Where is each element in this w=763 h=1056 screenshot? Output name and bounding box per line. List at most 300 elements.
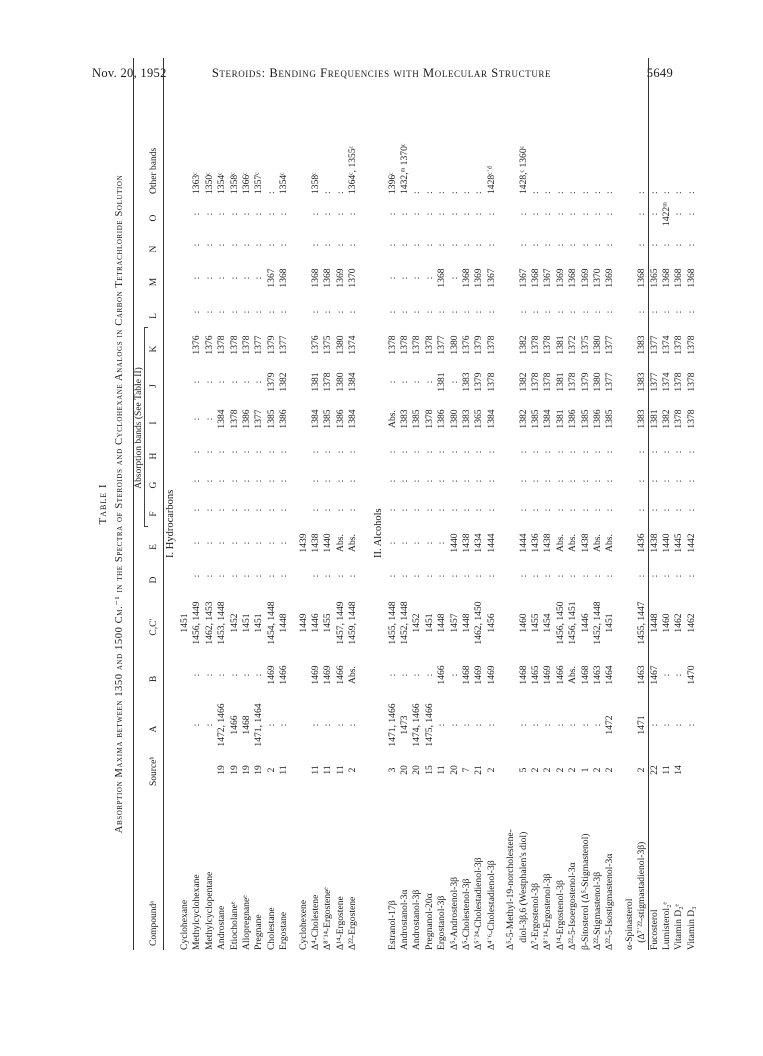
col-header-cc: C,C′: [149, 618, 159, 636]
col-header-other: Other bands: [149, 147, 159, 194]
cell-k: 1378: [386, 335, 398, 355]
cell-d: :: [579, 574, 591, 578]
cell-oth: :: [322, 191, 334, 194]
cell-b: :: [399, 673, 410, 677]
cell-cc: 1451: [179, 613, 190, 633]
cell-o: :: [334, 212, 346, 216]
cell-g: :: [191, 479, 203, 483]
cell-cmp: Δ¹⁴-Ergostene: [334, 896, 346, 950]
table-row: [567, 58, 579, 950]
cell-i: 1377: [253, 409, 265, 429]
cell-a: :: [485, 723, 497, 727]
cell-d: :: [411, 574, 423, 578]
cell-o: :: [604, 212, 616, 216]
cell-cc: 1462, 1453: [203, 601, 215, 645]
cell-m: 1368: [673, 268, 685, 288]
cell-m: :: [216, 276, 228, 280]
cell-cmp: Androstane: [216, 905, 228, 950]
cell-j: :: [191, 380, 203, 384]
table-row: [266, 58, 278, 950]
cell-m: :: [191, 276, 203, 280]
bottom-rule: [648, 58, 649, 950]
cell-k: 1379: [473, 335, 485, 355]
cell-cc: 1457: [448, 613, 460, 633]
cell-cc: 1456: [485, 613, 497, 633]
cell-b: :: [203, 673, 215, 677]
cell-b: 1469: [310, 665, 321, 685]
cell-cc: 1452, 1448: [399, 601, 410, 645]
cell-oth: 1428ᶜ˙ᵈ: [485, 166, 497, 194]
cell-j: 1378: [530, 372, 541, 392]
cell-j: 1381: [554, 372, 566, 392]
cell-f: :: [241, 508, 252, 512]
cell-cc: 1451: [604, 613, 616, 633]
cell-l: :: [542, 310, 554, 314]
cell-oth: :: [436, 191, 448, 194]
cell-oth: :: [567, 191, 579, 194]
cell-g: :: [542, 479, 554, 483]
cell-d: :: [241, 574, 252, 578]
table-row: [424, 58, 436, 950]
cell-d: :: [448, 574, 460, 578]
cell-cmp: Androstanol-3β: [411, 889, 423, 950]
cell-a: :: [592, 723, 603, 727]
cell-src: 15: [423, 765, 435, 775]
cell-oth: :: [592, 191, 603, 194]
cell-src: 11: [334, 765, 346, 775]
cell-e: :: [203, 541, 215, 545]
cell-n: :: [423, 243, 435, 247]
cell-f: :: [322, 508, 334, 512]
cell-g: :: [448, 479, 460, 483]
cell-h: :: [411, 450, 423, 454]
cell-h: :: [473, 450, 485, 454]
cell-l: :: [673, 310, 685, 314]
cell-b: Abs.: [347, 666, 359, 684]
cell-o: :: [436, 212, 448, 216]
cell-e: 1438: [648, 533, 660, 553]
cell-g: :: [485, 479, 497, 483]
cell-d: :: [322, 574, 334, 578]
cell-g: :: [530, 479, 541, 483]
cell-m: 1368: [322, 268, 334, 288]
cell-src: 11: [278, 765, 290, 775]
cell-i: 1378: [685, 409, 697, 429]
cell-j: 1381: [310, 372, 321, 392]
cell-e: 1442: [685, 533, 697, 553]
cell-a: :: [334, 723, 346, 727]
cell-d: :: [216, 574, 228, 578]
cell-d: :: [423, 574, 435, 578]
cell-src: 2: [542, 767, 554, 773]
cell-g: :: [604, 479, 616, 483]
cell-f: :: [567, 508, 579, 512]
cell-i: 1385: [604, 409, 616, 429]
cell-n: :: [554, 243, 566, 247]
col-header-n: N: [149, 245, 159, 253]
cell-i: 1378: [673, 409, 685, 429]
table-row: [673, 58, 685, 950]
cell-n: :: [542, 243, 554, 247]
cell-m: 1369: [473, 268, 485, 288]
cell-cmp: Cholestane: [265, 907, 277, 950]
cell-g: :: [203, 479, 215, 483]
cell-i: 1385: [411, 409, 423, 429]
cell-f: :: [278, 508, 290, 512]
cell-o: :: [423, 212, 435, 216]
cell-m: 1368: [530, 268, 541, 288]
cell-i: 1365: [473, 409, 485, 429]
cell-b: :: [448, 673, 460, 677]
cell-cmp: Δ⁵-5-Methyl-19-norcholestene-: [505, 829, 517, 950]
cell-l: :: [191, 310, 203, 314]
cell-src: 19: [253, 765, 265, 775]
cell-l: :: [334, 310, 346, 314]
cell-src: 20: [448, 765, 460, 775]
cell-oth: 1358ᶜ: [310, 172, 321, 194]
cell-cc: 1448: [648, 613, 660, 633]
cell-cmp: β-Sitosterol (Δ⁵-Stigmastenol): [579, 833, 591, 950]
cell-oth: :: [461, 191, 472, 194]
cell-g: :: [322, 479, 334, 483]
cell-src: 2: [567, 767, 579, 773]
cell-cmp: Lumisterol₂ᵉ: [661, 902, 672, 950]
cell-src: 2: [485, 767, 497, 773]
cell-n: :: [530, 243, 541, 247]
cell-n: :: [636, 243, 648, 247]
cell-l: :: [448, 310, 460, 314]
cell-m: 1368: [685, 268, 697, 288]
cell-k: 1378: [216, 335, 228, 355]
cell-h: :: [554, 450, 566, 454]
cell-e: :: [216, 541, 228, 545]
cell-f: :: [636, 508, 648, 512]
cell-h: :: [253, 450, 265, 454]
cell-j: 1380: [334, 372, 346, 392]
cell-a: :: [203, 723, 215, 727]
cell-l: :: [310, 310, 321, 314]
cell-cc: 1452: [228, 613, 240, 633]
cell-h: :: [661, 450, 672, 454]
cell-o: :: [473, 212, 485, 216]
cell-src: 2: [592, 767, 603, 773]
cell-cmp: Δ⁵-Androstenol-3β: [448, 876, 460, 950]
cell-j: 1379: [579, 372, 591, 392]
cell-cc: 1449: [297, 613, 309, 633]
cell-h: :: [592, 450, 603, 454]
cell-cc: 1457, 1449: [334, 601, 346, 645]
cell-e: :: [423, 541, 435, 545]
cell-l: :: [636, 310, 648, 314]
cell-e: 1436: [636, 533, 648, 553]
cell-f: :: [423, 508, 435, 512]
cell-cc: 1456, 1451: [567, 601, 579, 645]
cell-o: :: [648, 212, 660, 216]
col-header-g: G: [149, 481, 159, 489]
cell-f: :: [347, 508, 359, 512]
cell-a: 1471: [636, 715, 648, 735]
cell-oth: 1363ᶜ: [191, 172, 203, 194]
cell-cmp: Fucosterol: [648, 909, 660, 950]
cell-f: :: [253, 508, 265, 512]
cell-cmp: Etiocholaneᵉ: [228, 901, 240, 950]
cell-j: :: [228, 380, 240, 384]
cell-src: 2: [604, 767, 616, 773]
cell-d: :: [567, 574, 579, 578]
cell-l: :: [347, 310, 359, 314]
page-date: Nov. 20, 1952: [92, 66, 167, 80]
cell-l: :: [485, 310, 497, 314]
cell-e: :: [399, 541, 410, 545]
cell-cmp: Δ²²-Ergostene: [347, 896, 359, 950]
cell-e: 1436: [530, 533, 541, 553]
cell-cmp: diol-3β,6 (Westphalen's diol): [517, 831, 529, 950]
cell-j: 1382: [517, 372, 529, 392]
cell-oth: :: [334, 191, 346, 194]
cell-j: 1379: [473, 372, 485, 392]
cell-k: 1378: [685, 335, 697, 355]
cell-l: :: [554, 310, 566, 314]
table-row: [530, 58, 542, 950]
cell-e: 1434: [473, 533, 485, 553]
cell-cc: 1452: [411, 613, 423, 633]
cell-g: :: [216, 479, 228, 483]
cell-src: 22: [648, 765, 660, 775]
cell-m: 1370: [347, 268, 359, 288]
table-row: [387, 58, 399, 950]
cell-l: :: [265, 310, 277, 314]
cell-i: 1386: [592, 409, 603, 429]
cell-src: 7: [461, 767, 472, 773]
cell-n: :: [203, 243, 215, 247]
cell-cmp: Allopregnaneᵉ: [241, 895, 252, 950]
cell-k: 1378: [530, 335, 541, 355]
cell-a: :: [673, 723, 685, 727]
cell-a: 1466: [228, 715, 240, 735]
table-row: [298, 58, 310, 950]
cell-f: :: [648, 508, 660, 512]
cell-cc: 1455, 1447: [636, 601, 648, 645]
cell-i: 1381: [554, 409, 566, 429]
cell-b: 1466: [436, 665, 448, 685]
cell-d: :: [347, 574, 359, 578]
table-row: [449, 58, 461, 950]
cell-b: 1465: [530, 665, 541, 685]
cell-i: 1385: [579, 409, 591, 429]
cell-src: 19: [241, 765, 252, 775]
cell-f: :: [579, 508, 591, 512]
cell-a: :: [661, 723, 672, 727]
cell-k: 1377: [278, 335, 290, 355]
cell-b: 1470: [685, 665, 697, 685]
cell-d: :: [436, 574, 448, 578]
cell-cmp: Δ²²-5-Isostigmastenol-3α: [604, 853, 616, 950]
cell-m: 1368: [461, 268, 472, 288]
cell-h: :: [579, 450, 591, 454]
cell-h: :: [334, 450, 346, 454]
cell-j: 1378: [685, 372, 697, 392]
cell-f: :: [448, 508, 460, 512]
cell-o: :: [347, 212, 359, 216]
cell-cc: 1459, 1448: [347, 601, 359, 645]
cell-cc: 1448: [436, 613, 448, 633]
cell-n: :: [228, 243, 240, 247]
cell-oth: 1432,ᵐ 1370ᶜ: [399, 143, 410, 194]
cell-i: 1383: [399, 409, 410, 429]
cell-e: :: [278, 541, 290, 545]
cell-e: 1440: [448, 533, 460, 553]
cell-j: 1378: [542, 372, 554, 392]
cell-d: :: [310, 574, 321, 578]
cell-f: :: [334, 508, 346, 512]
cell-l: :: [661, 310, 672, 314]
cell-e: :: [241, 541, 252, 545]
cell-o: :: [530, 212, 541, 216]
cell-g: :: [567, 479, 579, 483]
cell-i: 1384: [310, 409, 321, 429]
cell-cmp: Vitamin D₃: [685, 906, 697, 950]
cell-src: 20: [411, 765, 423, 775]
table-title: Absorption Maxima between 1350 and 1500 Cm.⁻¹ in the Spectra of Steroids and Cyclohexane Analogs in Carbon Tetrachloride Solution: [114, 174, 125, 834]
absorption-bands-header: Absorption bands (See Table II): [134, 367, 144, 489]
cell-j: 1383: [636, 372, 648, 392]
cell-oth: :: [530, 191, 541, 194]
cell-b: :: [228, 673, 240, 677]
cell-oth: :: [579, 191, 591, 194]
cell-j: 1378: [673, 372, 685, 392]
cell-e: 1440: [322, 533, 334, 553]
table-row: [649, 58, 661, 950]
cell-oth: 1428,ᶜ 1360ᶜ: [517, 145, 529, 194]
cell-src: 2: [554, 767, 566, 773]
cell-m: 1367: [265, 268, 277, 288]
cell-cmp: Cyclohexene: [297, 899, 309, 950]
cell-f: :: [216, 508, 228, 512]
cell-j: 1378: [567, 372, 579, 392]
cell-n: :: [648, 243, 660, 247]
cell-a: :: [436, 723, 448, 727]
cell-k: 1378: [423, 335, 435, 355]
cell-oth: :: [604, 191, 616, 194]
cell-n: :: [673, 243, 685, 247]
cell-k: 1377: [648, 335, 660, 355]
cell-cmp: Δ⁴-Cholestene: [310, 894, 321, 950]
col-header-f: F: [149, 511, 159, 517]
cell-cmp: Methylcyclohexane: [191, 874, 203, 950]
cell-j: 1383: [461, 372, 472, 392]
cell-d: :: [386, 574, 398, 578]
table-row: [335, 58, 347, 950]
cell-oth: 1358ᶜ: [228, 172, 240, 194]
cell-j: 1377: [648, 372, 660, 392]
cell-b: :: [386, 673, 398, 677]
cell-h: :: [191, 450, 203, 454]
cell-i: 1383: [461, 409, 472, 429]
cell-e: Abs.: [334, 534, 346, 552]
cell-i: 1385: [322, 409, 334, 429]
cell-f: :: [530, 508, 541, 512]
table-row: [486, 58, 498, 950]
cell-e: :: [265, 541, 277, 545]
cell-o: :: [399, 212, 410, 216]
cell-src: 1: [579, 767, 591, 773]
cell-n: :: [592, 243, 603, 247]
col-header-b: B: [149, 675, 159, 683]
cell-i: 1383: [636, 409, 648, 429]
cell-o: :: [386, 212, 398, 216]
cell-j: :: [241, 380, 252, 384]
cell-b: :: [241, 673, 252, 677]
cell-o: :: [191, 212, 203, 216]
absorption-bands-bracket: [144, 327, 148, 527]
cell-src: 2: [265, 767, 277, 773]
cell-i: 1386: [436, 409, 448, 429]
cell-n: :: [517, 243, 529, 247]
cell-k: 1376: [310, 335, 321, 355]
cell-l: :: [411, 310, 423, 314]
cell-d: :: [636, 574, 648, 578]
cell-i: 1386: [567, 409, 579, 429]
cell-o: :: [265, 212, 277, 216]
cell-d: :: [228, 574, 240, 578]
cell-b: Abs.: [567, 666, 579, 684]
cell-b: 1468: [461, 665, 472, 685]
table-row: [216, 58, 228, 950]
cell-h: :: [673, 450, 685, 454]
table-row: [204, 58, 216, 950]
cell-l: :: [579, 310, 591, 314]
cell-j: 1382: [278, 372, 290, 392]
cell-f: :: [265, 508, 277, 512]
cell-m: 1368: [436, 268, 448, 288]
cell-a: :: [567, 723, 579, 727]
cell-l: :: [648, 310, 660, 314]
cell-o: :: [592, 212, 603, 216]
cell-m: :: [399, 276, 410, 280]
cell-m: 1369: [579, 268, 591, 288]
cell-n: :: [685, 243, 697, 247]
table-row: [191, 58, 203, 950]
cell-b: :: [673, 673, 685, 677]
cell-d: :: [485, 574, 497, 578]
cell-h: :: [203, 450, 215, 454]
cell-n: :: [461, 243, 472, 247]
cell-i: 1385: [265, 409, 277, 429]
cell-e: 1438: [461, 533, 472, 553]
cell-i: 1384: [485, 409, 497, 429]
cell-o: :: [567, 212, 579, 216]
cell-m: 1365: [648, 268, 660, 288]
cell-k: 1378: [485, 335, 497, 355]
cell-n: :: [253, 243, 265, 247]
cell-k: 1378: [673, 335, 685, 355]
cell-g: :: [423, 479, 435, 483]
cell-a: 1471, 1466: [386, 703, 398, 747]
cell-o: :: [203, 212, 215, 216]
cell-n: :: [216, 243, 228, 247]
cell-oth: :: [448, 191, 460, 194]
cell-g: :: [253, 479, 265, 483]
cell-a: :: [310, 723, 321, 727]
cell-o: :: [485, 212, 497, 216]
cell-f: :: [485, 508, 497, 512]
table-row: [555, 58, 567, 950]
cell-cc: 1455: [322, 613, 334, 633]
cell-j: :: [411, 380, 423, 384]
cell-g: :: [592, 479, 603, 483]
cell-k: 1374: [347, 335, 359, 355]
section-heading: II. Alcohols: [372, 508, 384, 558]
